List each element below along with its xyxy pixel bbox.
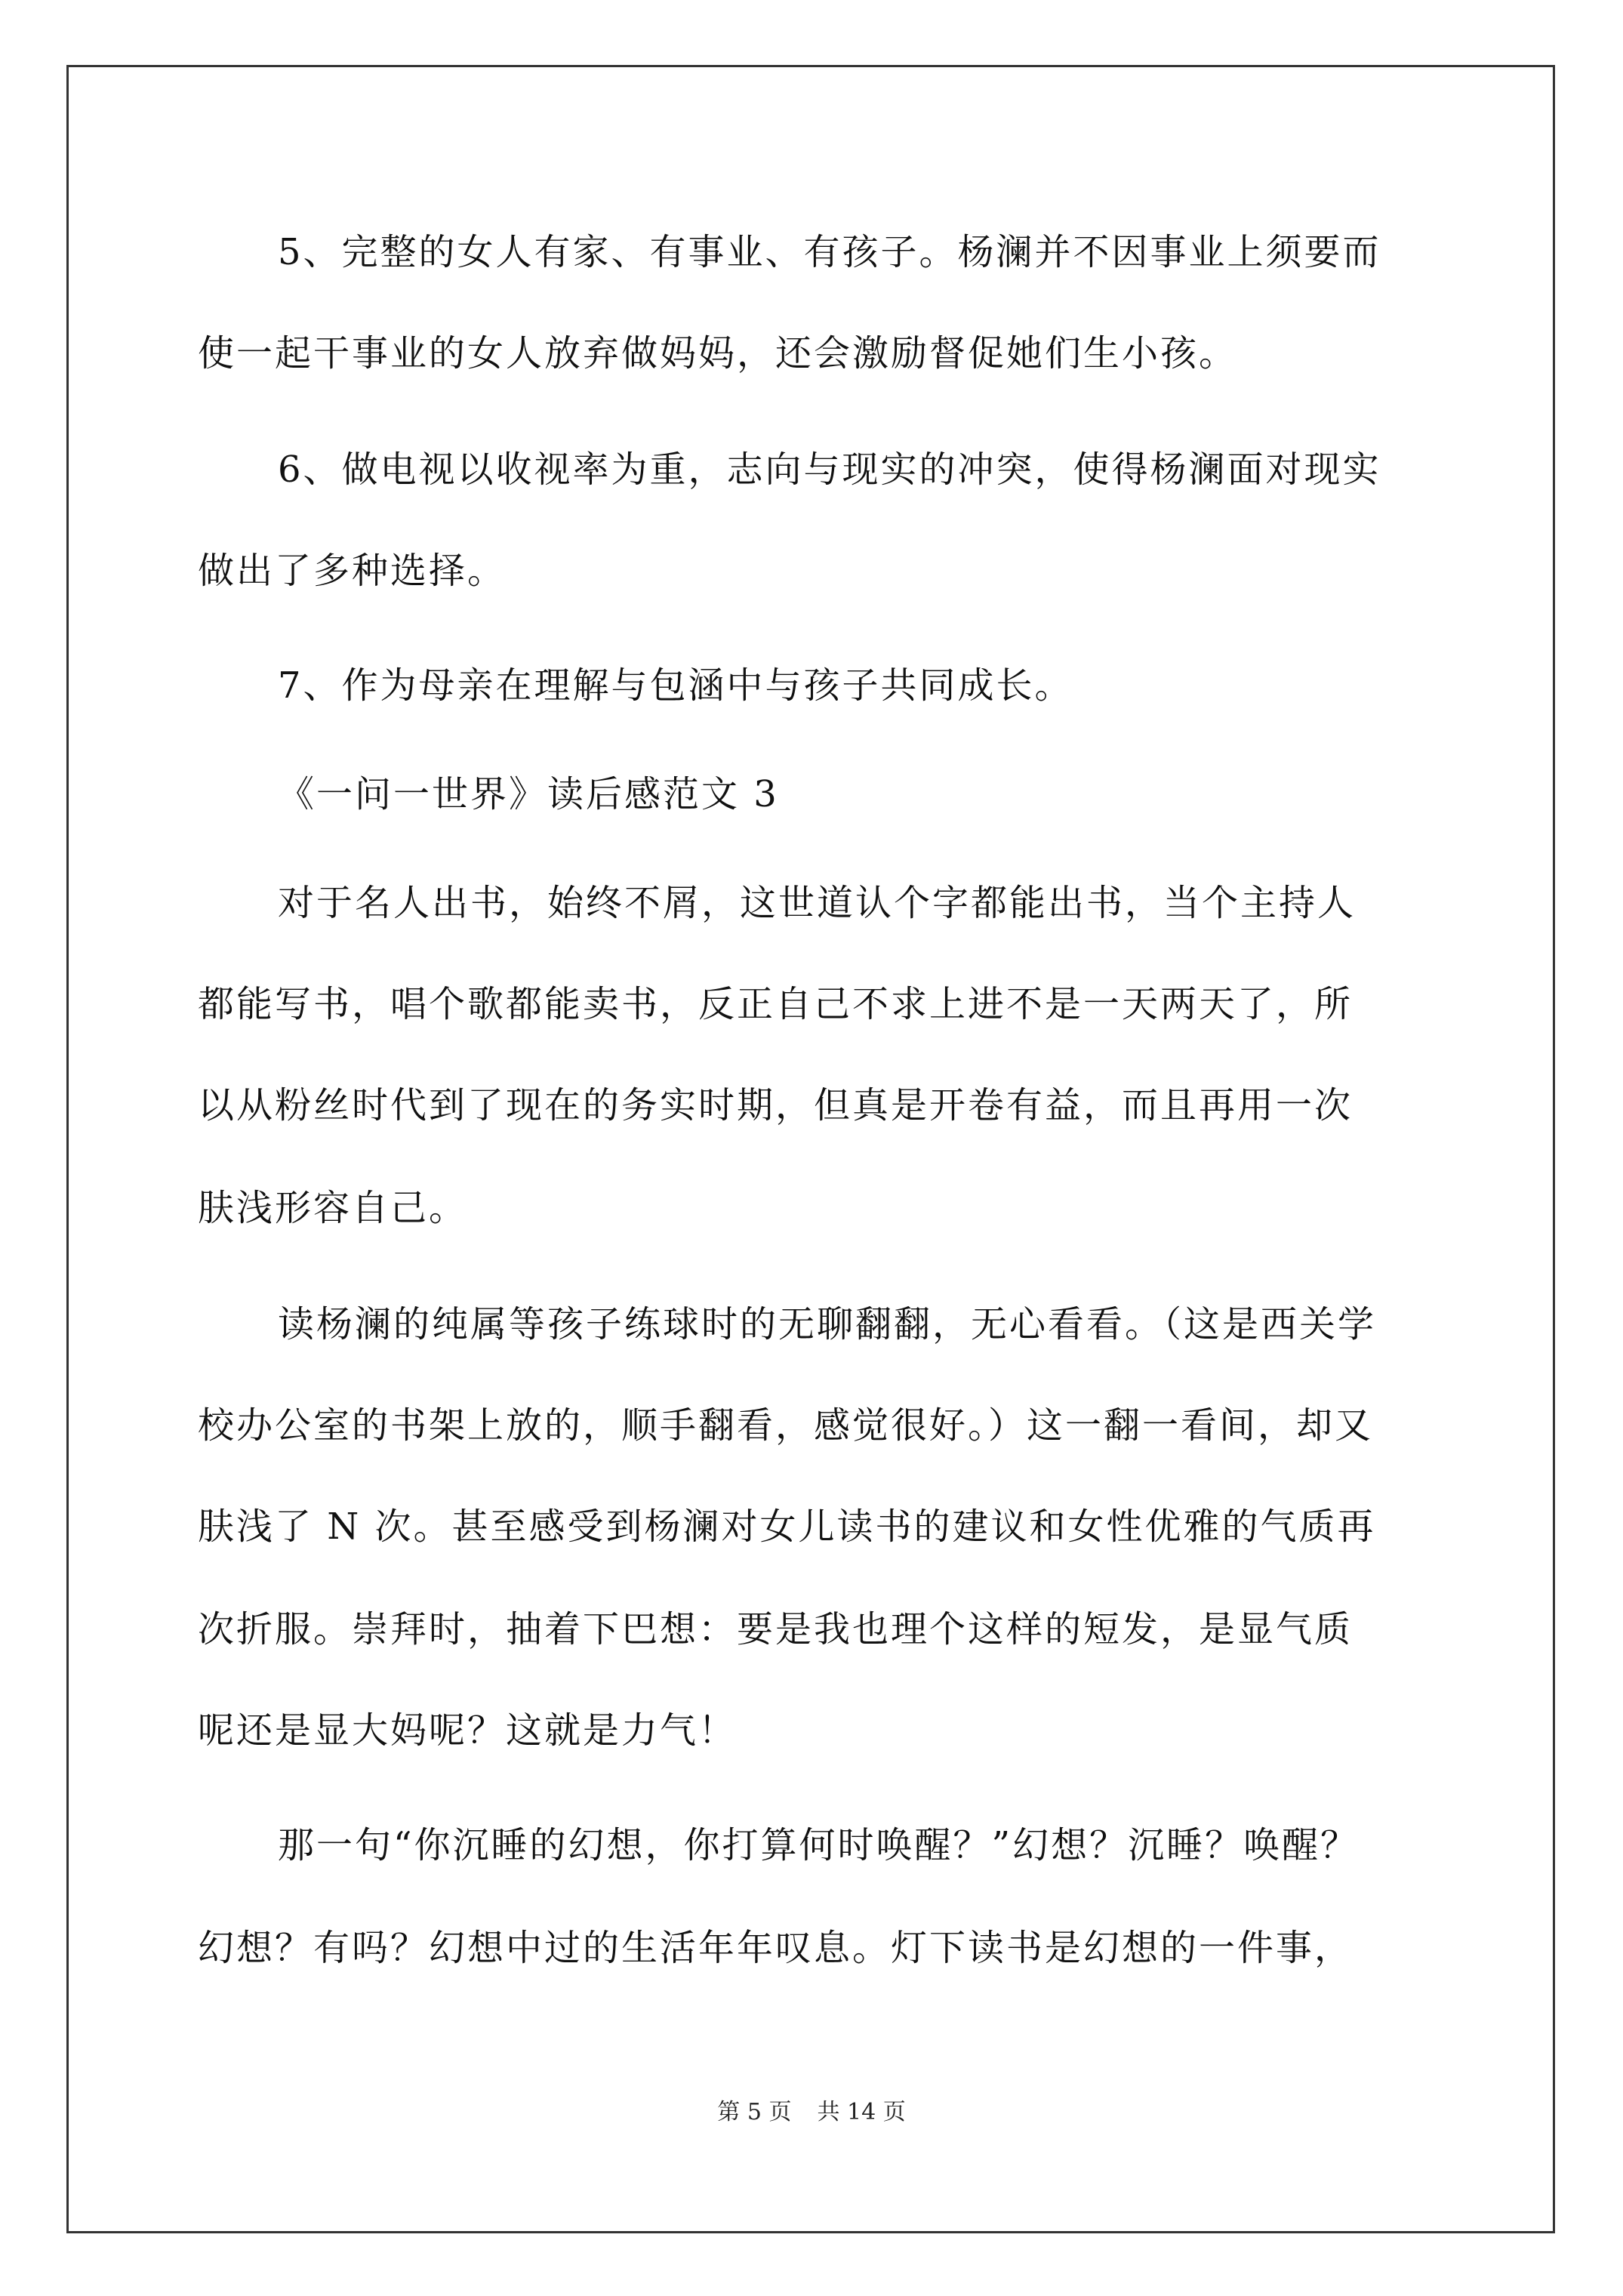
text-line: 次折服。崇拜时，抽着下巴想：要是我也理个这样的短发，是显气质 — [198, 1608, 1354, 1650]
page-frame — [66, 65, 1555, 2233]
text-line: 5、完整的女人有家、有事业、有孩子。杨澜并不因事业上须要而 — [278, 231, 1381, 273]
text-line: 6、做电视以收视率为重，志向与现实的冲突，使得杨澜面对现实 — [278, 448, 1381, 491]
page-footer — [0, 2097, 1623, 2128]
text-line: 以从粉丝时代到了现在的务实时期，但真是开卷有益，而且再用一次 — [198, 1084, 1354, 1126]
text-line: 都能写书，唱个歌都能卖书，反正自己不求上进不是一天两天了，所 — [198, 983, 1354, 1025]
text-line: 读杨澜的纯属等孩子练球时的无聊翻翻，无心看看。（这是西关学 — [278, 1303, 1377, 1345]
page-total: 共 14 页 — [817, 2099, 906, 2125]
text-line: 幻想？有吗？幻想中过的生活年年叹息。灯下读书是幻想的一件事， — [198, 1927, 1354, 1969]
text-line: 那一句“你沉睡的幻想，你打算何时唤醒？”幻想？沉睡？唤醒？ — [278, 1824, 1360, 1866]
text-line: 做出了多种选择。 — [198, 550, 507, 592]
text-line: 使一起干事业的女人放弃做妈妈，还会激励督促她们生小孩。 — [198, 332, 1238, 374]
text-line: 校办公室的书架上放的，顺手翻看，感觉很好。）这一翻一看间，却又 — [198, 1404, 1374, 1447]
text-line: 肤浅形容自己。 — [198, 1187, 468, 1229]
text-line: 呢还是显大妈呢？这就是力气！ — [198, 1709, 738, 1752]
section-heading: 《一问一世界》读后感范文 3 — [278, 773, 779, 815]
text-line: 肤浅了 N 次。甚至感受到杨澜对女儿读书的建议和女性优雅的气质再 — [198, 1505, 1376, 1548]
page-number: 第 5 页 — [717, 2099, 792, 2125]
text-line: 对于名人出书，始终不屑，这世道认个字都能出书，当个主持人 — [278, 882, 1357, 924]
text-line: 7、作为母亲在理解与包涵中与孩子共同成长。 — [278, 664, 1073, 707]
